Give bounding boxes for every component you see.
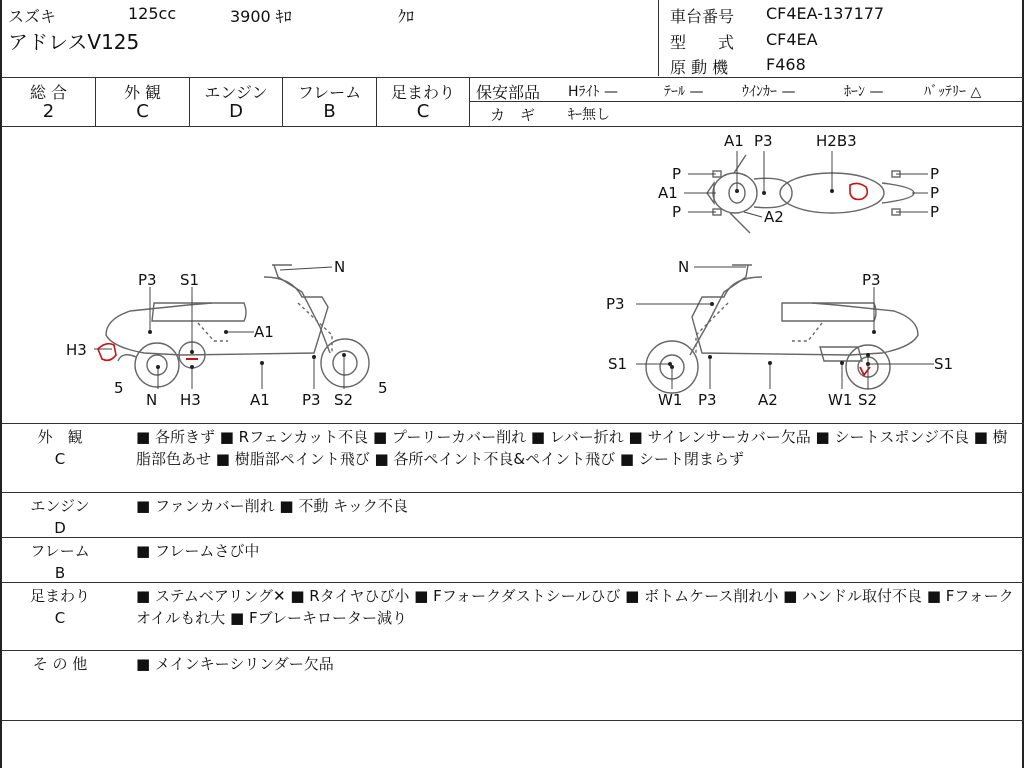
diagram-label: P3 [302, 391, 321, 409]
diagram-label: A2 [758, 391, 778, 409]
note-category-frame: フレーム B [30, 542, 90, 582]
diagram-label: A1 [250, 391, 270, 409]
grade-value-frame: B [323, 101, 336, 122]
diagram-label: S1 [180, 271, 200, 289]
safety-item-winker: ｳｲﾝｶｰ — [742, 84, 796, 100]
frame-number: CF4EA-137177 [766, 4, 885, 23]
grid-line [2, 650, 1024, 651]
grid-line [2, 423, 1024, 424]
header-divider [658, 0, 659, 76]
diagram-label: P3 [698, 391, 717, 409]
grade-value-suspension: C [416, 101, 430, 122]
key-label: カ ギ [490, 106, 536, 124]
diagram-label: A2 [764, 208, 784, 226]
safety-item-tail: ﾃｰﾙ — [664, 84, 704, 100]
note-text-engine: ■ ファンカバー削れ ■ 不動 キック不良 [136, 497, 408, 515]
key-value: ｷｰ無し [568, 107, 610, 123]
grid-line [2, 492, 1024, 493]
grid-line [469, 77, 470, 126]
diagram-label: H3 [66, 341, 87, 359]
damage-mark [98, 344, 116, 361]
safety-item-headlight: Hﾗｲﾄ — [568, 84, 618, 100]
diagram-label: S1 [608, 355, 628, 373]
maker: スズキ [8, 7, 57, 26]
grid-line [2, 720, 1024, 721]
note-text-other: ■ メインキーシリンダー欠品 [136, 655, 334, 673]
engine-label: 原 動 機 [670, 58, 729, 77]
type-value: CF4EA [766, 30, 818, 49]
note-text-suspension: ■ ステムベアリング✕ ■ Rタイヤひび小 ■ Fフォークダストシールひび ■ ボトムケース削れ小 ■ ハンドル取付不良 ■ Fフォークオイルもれ大 ■ Fブレーキローター減り [136, 587, 1014, 627]
diagram-label: 5 [378, 379, 388, 397]
leader-lines [94, 151, 934, 389]
displacement: 125cc [128, 4, 177, 23]
note-text-frame: ■ フレームさび中 [136, 542, 260, 560]
frame-label: 車台番号 [670, 7, 735, 26]
diagram-label: A1 [254, 323, 274, 341]
grid-line [2, 537, 1024, 538]
safety-item-horn: ﾎｰﾝ — [844, 84, 884, 100]
diagram-label: 5 [114, 379, 124, 397]
diagram-label: N [146, 391, 158, 409]
diagram-label: H3 [180, 391, 201, 409]
diagram-label: P [672, 203, 682, 221]
scooter-top-view [707, 155, 914, 233]
grade-label-frame: フレーム [297, 83, 362, 102]
diagram-label: P [930, 184, 940, 202]
diagram-label: P3 [754, 132, 773, 150]
grade-label-exterior: 外 観 [123, 83, 162, 102]
diagram-label: N [678, 258, 690, 276]
diagram-label: P3 [138, 271, 157, 289]
grade-value-overall: 2 [42, 101, 55, 122]
note-category-exterior: 外 観 C [37, 428, 83, 468]
color: ｸﾛ [398, 7, 415, 26]
diagram-label: W1 [658, 391, 683, 409]
grade-value-engine: D [229, 101, 243, 122]
damage-diagram [2, 127, 1022, 423]
type-label: 型 式 [670, 33, 735, 52]
damage-mark [850, 183, 867, 199]
diagram-label: P [930, 165, 940, 183]
diagram-label: N [334, 258, 346, 276]
note-category-other: そ の 他 [32, 655, 88, 673]
model-name: アドレスV125 [8, 30, 140, 54]
diagram-label: P3 [862, 271, 881, 289]
diagram-label: S2 [858, 391, 878, 409]
note-text-exterior: ■ 各所きず ■ Rフェンカット不良 ■ プーリーカバー削れ ■ レバー折れ ■ サイレンサーカバー欠品 ■ シートスポンジ不良 ■ 樹脂部色あせ ■ 樹脂部ペイント飛び ■ 各所ペイント不良&ペイント飛び ■ シート閉まらず [136, 428, 1008, 468]
diagram-label: S2 [334, 391, 354, 409]
diagram-label: A1 [724, 132, 744, 150]
grade-label-overall: 総 合 [29, 83, 68, 102]
grade-value-exterior: C [136, 101, 149, 122]
note-category-suspension: 足まわり C [29, 587, 90, 627]
diagram-label: H2B3 [816, 132, 857, 150]
grid-line [2, 77, 1024, 78]
diagram-label: A1 [658, 184, 678, 202]
safety-label: 保安部品 [476, 83, 541, 102]
mileage: 3900 ｷﾛ [230, 7, 292, 26]
diagram-label: P [930, 203, 940, 221]
safety-item-battery: ﾊﾞｯﾃﾘｰ △ [924, 84, 982, 100]
diagram-label: S1 [934, 355, 954, 373]
engine-value: F468 [766, 55, 806, 74]
grade-label-engine: エンジン [204, 83, 268, 102]
diagram-label: P [672, 165, 682, 183]
grade-label-suspension: 足まわり [390, 83, 455, 102]
grid-line [470, 101, 1024, 102]
diagram-label: W1 [828, 391, 853, 409]
grid-line [2, 582, 1024, 583]
diagram-label: P3 [606, 295, 625, 313]
note-category-engine: エンジン D [30, 497, 90, 537]
